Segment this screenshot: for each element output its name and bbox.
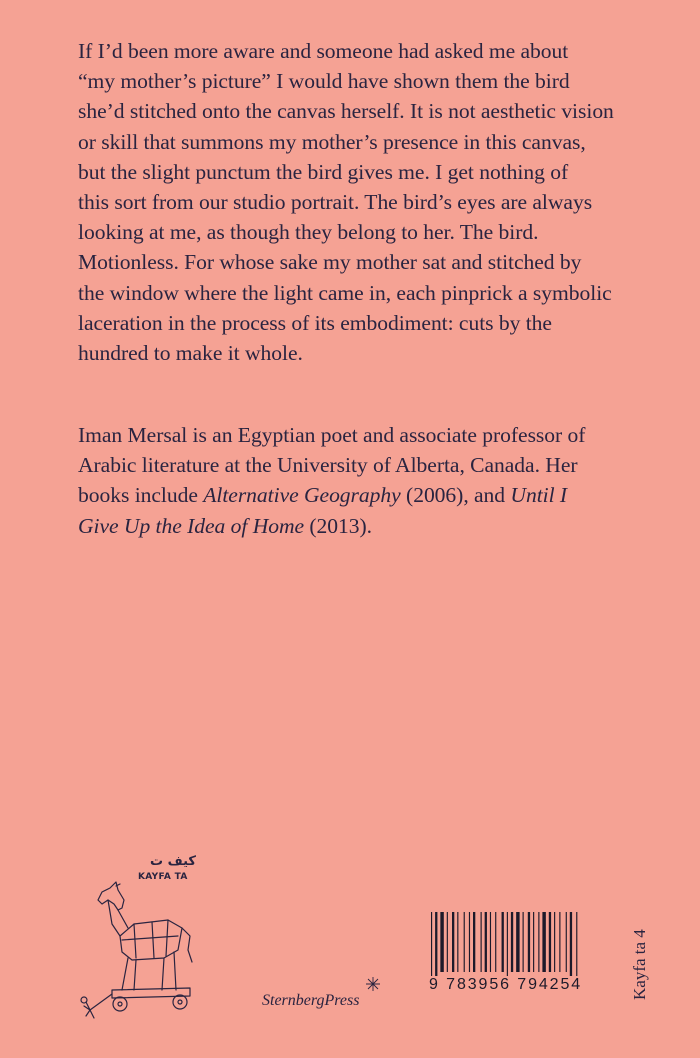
barcode-bar <box>440 912 443 972</box>
blurb-line: or skill that summons my mother’s presence in this canvas, <box>78 129 586 154</box>
bio-line-2: Arabic literature at the University of Alberta, Canada. Her <box>78 453 578 478</box>
barcode-bar <box>473 912 475 972</box>
barcode-bar <box>549 912 551 972</box>
bio-line-3-mid: (2006), and <box>400 483 511 508</box>
blurb-paragraph <box>78 36 638 368</box>
barcode-bar <box>559 912 560 972</box>
barcode-bar <box>490 912 491 972</box>
barcode-bar <box>533 912 534 972</box>
barcode-bar <box>447 912 448 972</box>
barcode-bar <box>576 912 577 976</box>
blurb-line: this sort from our studio portrait. The bird’s eyes are always <box>78 190 593 215</box>
barcode-bar <box>554 912 555 972</box>
barcode-bar <box>452 912 454 972</box>
barcode-icon <box>429 912 607 976</box>
barcode-bar <box>469 912 470 972</box>
bio-line-4-suffix: (2013). <box>304 513 373 538</box>
logo-arabic-text: كيف ت <box>150 854 196 869</box>
barcode-bar <box>481 912 482 972</box>
isbn-barcode <box>429 912 607 998</box>
barcode-bar <box>502 912 504 972</box>
star-icon <box>366 977 380 991</box>
blurb-line: she’d stitched onto the canvas herself. It is not aesthetic vision <box>78 99 614 124</box>
barcode-bar <box>542 912 545 972</box>
bio-line-1: Iman Mersal is an Egyptian poet and associate professor of <box>78 423 586 447</box>
book-title-2-part-1: Until I <box>510 483 568 508</box>
barcode-bar <box>495 912 496 972</box>
series-label: Kayfa ta 4 <box>630 929 649 1000</box>
blurb-line: If I’d been more aware and someone had asked me about <box>78 39 569 63</box>
trojan-horse-icon <box>72 878 202 1024</box>
barcode-bar <box>457 912 458 972</box>
logo-latin-text: KAYFA TA <box>138 872 188 882</box>
barcode-bar <box>566 912 567 972</box>
kayfa-ta-logo <box>72 852 202 1022</box>
author-bio <box>78 420 638 541</box>
barcode-bar <box>516 912 519 972</box>
blurb-line: the window where the light came in, each pinprick a symbolic <box>78 280 612 305</box>
book-title-1: Alternative Geography <box>203 483 401 508</box>
blurb-line: “my mother’s picture” I would have shown them the bird <box>78 69 570 94</box>
book-title-2-part-2: Give Up the Idea of Home <box>78 513 305 538</box>
barcode-bar <box>435 912 437 976</box>
barcode-bar <box>528 912 530 972</box>
barcode-bar <box>431 912 432 976</box>
blurb-line: looking at me, as though they belong to her. The bird. <box>78 220 539 245</box>
barcode-bar <box>538 912 539 972</box>
blurb-line: laceration in the process of its embodiment: cuts by the <box>78 310 552 335</box>
blurb-line: hundred to make it whole. <box>78 341 303 366</box>
barcode-bar <box>523 912 524 972</box>
blurb-line: Motionless. For whose sake my mother sat and stitched by <box>78 250 582 275</box>
publisher-name: SternbergPress <box>262 992 360 1009</box>
blurb-line: but the slight punctum the bird gives me. I get nothing of <box>78 159 569 184</box>
barcode-bar <box>511 912 513 972</box>
barcode-bar <box>485 912 487 972</box>
bio-line-4 <box>78 511 638 541</box>
barcode-bar <box>464 912 465 972</box>
barcode-bar <box>507 912 508 976</box>
bio-line-3-prefix: books include <box>78 483 204 508</box>
isbn-number: 9 783956 794254 <box>429 976 583 993</box>
barcode-bar <box>570 912 572 976</box>
bio-line-3 <box>78 480 638 510</box>
